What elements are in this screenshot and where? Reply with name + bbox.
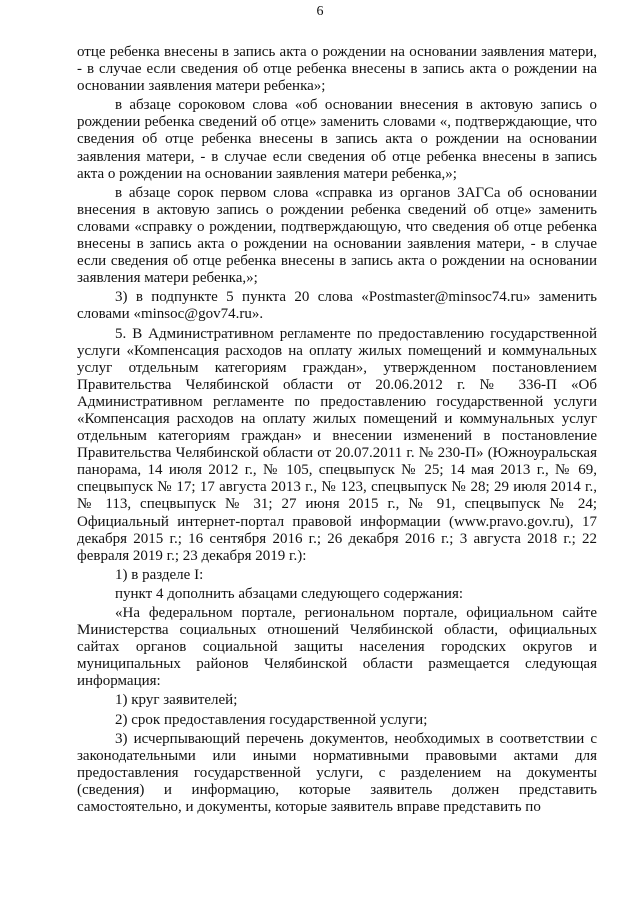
paragraph: пункт 4 дополнить абзацами следующего содержания: [115,585,464,602]
paragraph: 5. В Административном регламенте по предоставлению государственной услуги «Компенсация расходов на оплату жилых помещений и коммунальных услуг отдельным категориям граждан», утвержденном постановлением Правительства Челябинской области от 20.06.2012 г. № 336-П «Об Административном регламенте по предоставлению государственной услуги «Компенсация расходов на оплату жилых помещений и коммунальных услуг отдельным категориям граждан» и внесении изменений в постановление Правительства Челябинской области от 20.07.2011 г. № 230-П» (Южноуральская панорама, 14 июля 2012 г., № 105, спецвыпуск № 25; 14 мая 2013 г., № 69, спецвыпуск № 17; 17 августа 2013 г., № 123, спецвыпуск № 28; 29 июля 2014 г., № 113, спецвыпуск № 31; 27 июня 2015 г., № 91, спецвыпуск № 24; Официальный интернет-портал правовой информации (www.pravo.gov.ru), 17 декабря 2015 г.; 16 сентября 2016 г.; 26 декабря 2016 г.; 3 августа 2018 г.; 22 февраля 2019 г.; 23 декабря 2019 г.): [77,325,597,564]
paragraph: 1) круг заявителей; [115,692,238,709]
page-number: 6 [316,4,324,19]
paragraph: 3) исчерпывающий перечень документов, необходимых в соответствии с законодательными или иными нормативными правовыми актами для предоставления государственной услуги, с разделением на документы (сведения) и информацию, которые заявитель должен представить самостоятельно, и документы, которые заявитель вправе представить по [77,730,597,816]
paragraph: отце ребенка внесены в запись акта о рождении на основании заявления матери, - в случае если сведения об отце ребенка внесены в запись акта о рождении на основании заявления матери ребенка»; [77,44,597,95]
paragraph: в абзаце сороковом слова «об основании внесения в актовую запись о рождении ребенка сведений об отце» заменить словами «, подтверждающие, что сведения об отце ребенка внесены в запись акта о рождении на основании заявления матери, - в случае если сведения об отце ребенка внесены в запись акта о рождении на основании заявления матери ребенка,»; [77,97,597,182]
document-body [77,44,597,818]
paragraph: в абзаце сорок первом слова «справка из органов ЗАГСа об основании внесения в актовую запись о рождении ребенка сведений об отце» заменить словами «справку о рождении, подтверждающую, что сведения об отце ребенка внесены в запись акта о рождении на основании заявления матери, - в случае если сведения об отце ребенка внесены в запись акта о рождении на основании заявления матери ребенка,»; [77,184,597,287]
paragraph: 1) в разделе I: [115,566,204,583]
paragraph: 3) в подпункте 5 пункта 20 слова «Postmaster@minsoc74.ru» заменить словами «minsoc@gov74.ru». [77,289,597,323]
paragraph: 2) срок предоставления государственной услуги; [115,711,428,728]
paragraph: «На федеральном портале, региональном портале, официальном сайте Министерства социальных отношений Челябинской области, официальных сайтах органов социальной защиты населения городских округов и муниципальных районов Челябинской области размещается следующая информация: [77,605,597,690]
